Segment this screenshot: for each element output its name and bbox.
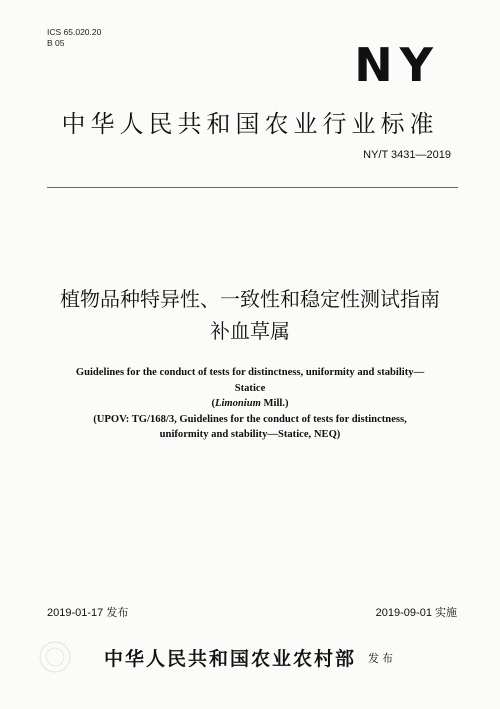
english-title-line-2: Statice bbox=[234, 382, 266, 394]
issuing-authority: 中华人民共和国农业农村部 bbox=[103, 648, 356, 670]
header-divider bbox=[47, 187, 458, 188]
standard-number: NY/T 3431—2019 bbox=[363, 149, 451, 161]
classification-codes bbox=[47, 27, 101, 49]
ccs-code: B 05 bbox=[47, 38, 65, 48]
latin-name-line bbox=[30, 396, 470, 412]
upov-reference-line-1: (UPOV: TG/168/3, Guidelines for the conduct of tests for distinctness, bbox=[93, 413, 407, 425]
standard-category-title: 中华人民共和国农业行业标准 bbox=[61, 110, 439, 138]
latin-author: Mill.) bbox=[260, 398, 289, 409]
publish-date: 2019-01-17 发布 bbox=[47, 607, 129, 619]
english-title bbox=[30, 365, 470, 443]
dates-row bbox=[47, 604, 457, 620]
issued-label: 发布 bbox=[368, 651, 396, 665]
chinese-title-line-2: 补血草属 bbox=[210, 319, 290, 343]
ny-logo: NY bbox=[354, 38, 440, 92]
latin-paren-open: ( bbox=[211, 398, 215, 409]
issuer-row bbox=[0, 644, 500, 671]
implement-date: 2019-09-01 实施 bbox=[375, 607, 457, 619]
chinese-title bbox=[0, 283, 500, 347]
ics-code: ICS 65.020.20 bbox=[47, 27, 102, 37]
upov-reference-line-2: uniformity and stability—Statice, NEQ) bbox=[159, 429, 341, 440]
english-title-line-1: Guidelines for the conduct of tests for distinctness, uniformity and stability— bbox=[75, 367, 425, 378]
chinese-title-line-1: 植物品种特异性、一致性和稳定性测试指南 bbox=[60, 287, 440, 311]
latin-genus: Limonium bbox=[214, 398, 261, 409]
